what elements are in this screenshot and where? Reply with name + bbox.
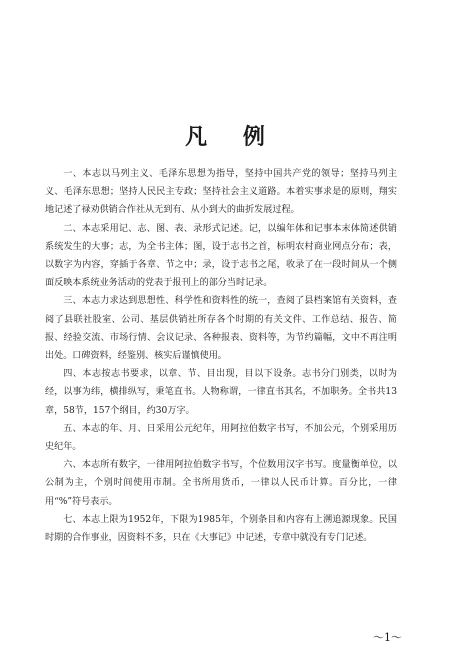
page-number: ～1～ [373,631,402,644]
paragraph-2: 二、本志采用记、志、图、表、录形式记述。记，以编年体和记事本末体简述供销系统发生的大事；志，为全书主体；图，设于志书之首，标明农村商业网点分布；表，以数字为内容，穿插于各章、节之中；录，设于志书之尾，收录了在一段时间从一个侧面反映本系统业务活动的党表于报刊上的部分当时记录。 [45,223,397,289]
paragraph-5: 五、本志的年、月、日采用公元纪年，用阿拉伯数字书写，不加公元，个别采用历史纪年。 [45,423,397,453]
paragraph-4: 四、本志按志书要求，以章、节、目出现，目以下设条。志书分门别类，以时为经，以事为纬，横排纵写，秉笔直书。人物称谓，一律直书其名，不加职务。全书共13章，58节，157个纲目，约30万字。 [45,369,397,416]
paragraph-3: 三、本志力求达到思想性、科学性和资料性的统一，查阅了县档案馆有关资料，查阅了县联社股室、公司、基层供销社所存各个时期的有关文件、工作总结、报告、简报、经验交流、市场行情、会议记录、各种报表、资料等，为节约篇幅，文中不再注明出处。口碑资料，经鉴别、核实后谨慎使用。 [45,296,397,362]
body-text [45,165,397,547]
page-title: 凡 例 [185,124,279,150]
paragraph-1: 一、本志以马列主义、毛泽东思想为指导，坚持中国共产党的领导；坚持马列主义、毛泽东思想；坚持人民民主专政；坚持社会主义道路。本着实事求是的原则，翔实地记述了禄劝供销合作社从无到有、从小到大的曲折发展过程。 [45,169,397,216]
paragraph-6: 六、本志所有数字，一律用阿拉伯数字书写，个位数用汉字书写。度量衡单位，以公制为主，个别时间使用市制。全书所用货币，一律以人民币计算。百分比，一律用“%”符号表示。 [45,460,397,507]
paragraph-7: 七、本志上限为1952年，下限为1985年，个别条目和内容有上溯追源现象。民国时期的合作事业，因资料不多，只在《大事记》中记述，专章中就没有专门记述。 [45,514,397,544]
